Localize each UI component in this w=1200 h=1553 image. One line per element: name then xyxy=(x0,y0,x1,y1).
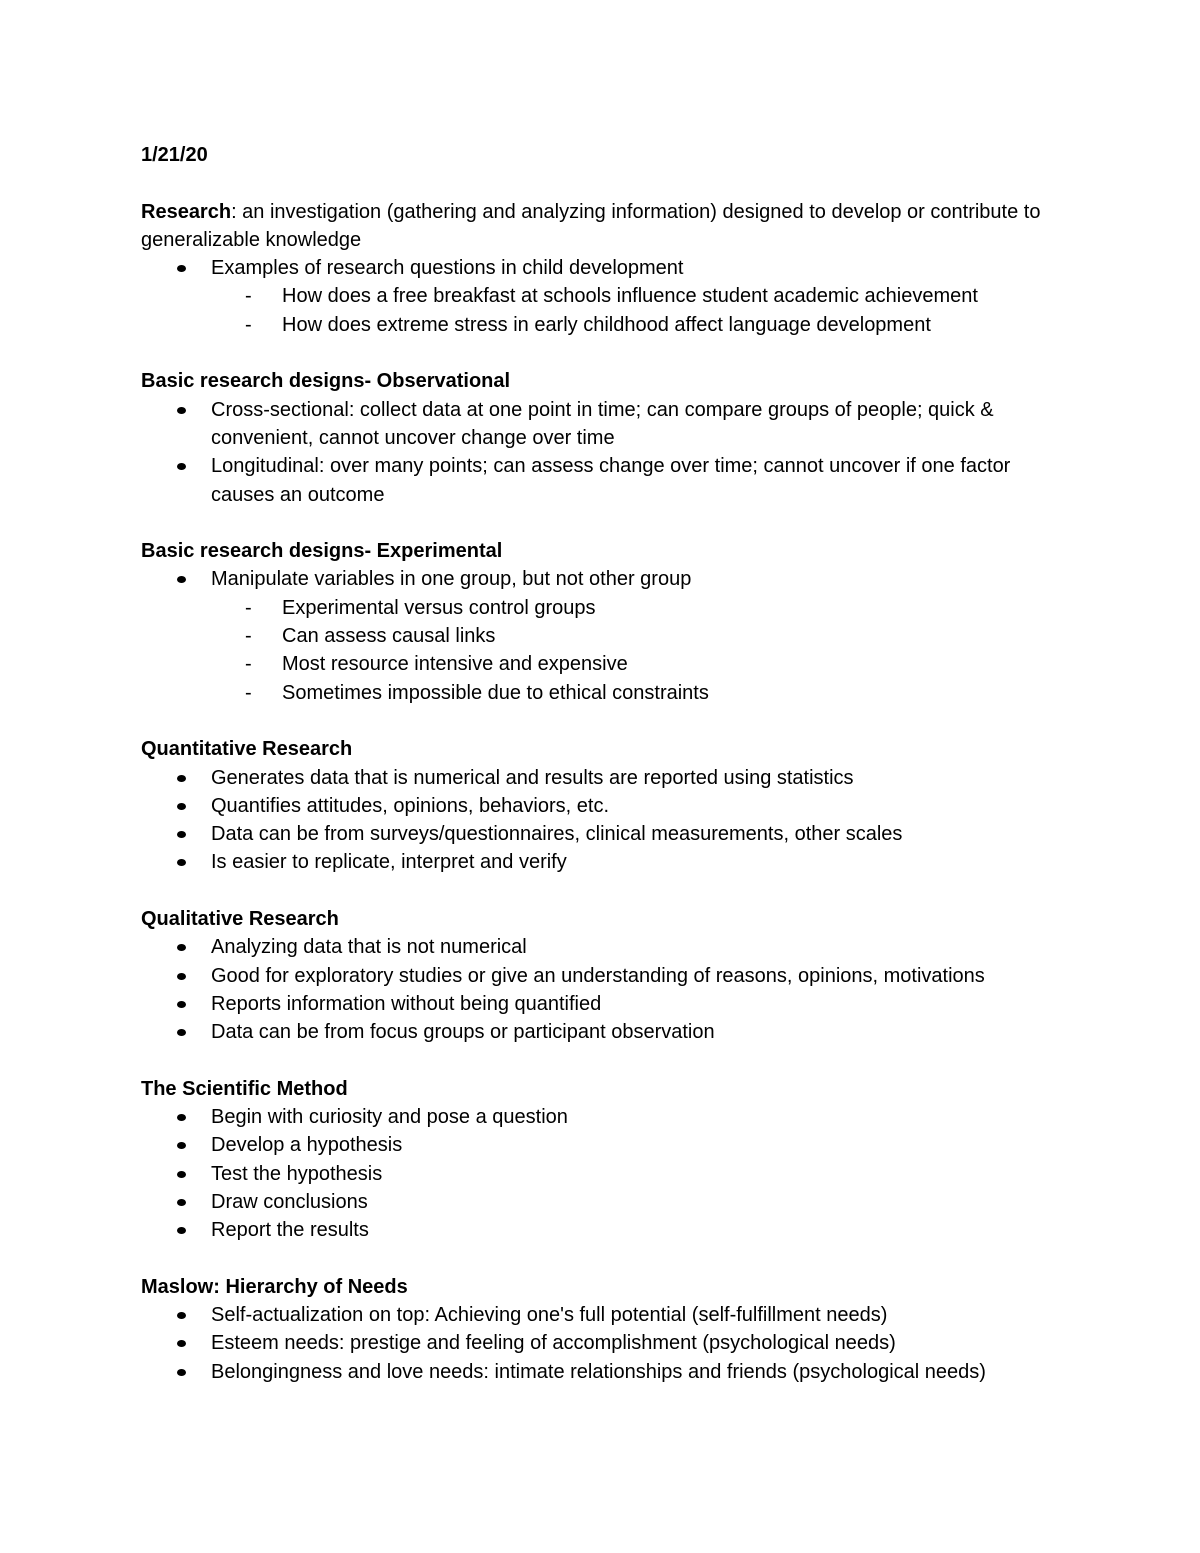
bullet-icon xyxy=(177,1171,186,1178)
bullet-icon xyxy=(177,1199,186,1206)
sub-list-item xyxy=(211,311,1071,339)
bullet-icon xyxy=(177,1001,186,1008)
section-heading-observational: Basic research designs- Observational xyxy=(141,370,511,393)
bullet-icon xyxy=(177,1312,186,1319)
bullet-icon xyxy=(177,407,186,414)
bullet-icon xyxy=(177,1369,186,1376)
bullet-icon xyxy=(177,775,186,782)
list-item-text: Test the hypothesis xyxy=(211,1162,383,1185)
list-item xyxy=(141,396,1071,453)
research-definition xyxy=(141,198,1071,255)
dash-icon: - xyxy=(245,625,252,648)
list-item-text: Generates data that is numerical and results are reported using statistics xyxy=(211,766,854,789)
sub-list-item xyxy=(211,679,1071,707)
list-item-text: Quantifies attitudes, opinions, behaviors, etc. xyxy=(211,794,610,817)
bullet-icon xyxy=(177,831,186,838)
document-body xyxy=(141,141,1071,1386)
list-item xyxy=(141,1358,1071,1386)
list-item-text: Self-actualization on top: Achieving one's full potential (self-fulfillment needs) xyxy=(211,1304,888,1327)
bullet-icon xyxy=(177,803,186,810)
quantitative-list xyxy=(141,764,1071,877)
dash-icon: - xyxy=(245,681,252,704)
spacer xyxy=(141,1245,1071,1273)
spacer xyxy=(141,877,1071,905)
bullet-icon xyxy=(177,1340,186,1347)
spacer xyxy=(141,339,1071,367)
list-item-text: Report the results xyxy=(211,1219,369,1242)
list-item-text: Longitudinal: over many points; can assess change over time; cannot uncover if one factor causes an outcome xyxy=(211,455,1011,506)
list-item xyxy=(141,933,1071,961)
list-item-text: Develop a hypothesis xyxy=(211,1134,403,1157)
sub-list-item-text: How does extreme stress in early childhood affect language development xyxy=(282,313,931,336)
spacer xyxy=(141,1047,1071,1075)
list-item-text: Data can be from focus groups or participant observation xyxy=(211,1021,715,1044)
list-item xyxy=(141,1160,1071,1188)
sub-list-item xyxy=(211,282,1071,310)
dash-icon: - xyxy=(245,596,252,619)
list-item xyxy=(141,962,1071,990)
list-item xyxy=(141,1329,1071,1357)
list-item xyxy=(141,1103,1071,1131)
list-item xyxy=(141,848,1071,876)
list-item xyxy=(141,820,1071,848)
spacer xyxy=(141,707,1071,735)
bullet-icon xyxy=(177,576,186,583)
list-item-text: Draw conclusions xyxy=(211,1190,368,1213)
sub-list-item-text: Sometimes impossible due to ethical constraints xyxy=(282,681,709,704)
research-bullet-list xyxy=(141,254,1071,339)
list-item-text: Good for exploratory studies or give an understanding of reasons, opinions, motivations xyxy=(211,964,985,987)
list-item-text: Data can be from surveys/questionnaires, clinical measurements, other scales xyxy=(211,823,903,846)
note-date: 1/21/20 xyxy=(141,144,208,166)
spacer xyxy=(141,509,1071,537)
sub-list-item-text: Can assess causal links xyxy=(282,625,496,648)
list-item-text: Cross-sectional: collect data at one point in time; can compare groups of people; quick & convenient, cannot uncover change over time xyxy=(211,398,994,449)
list-item-text: Esteem needs: prestige and feeling of accomplishment (psychological needs) xyxy=(211,1332,896,1355)
bullet-icon xyxy=(177,1142,186,1149)
list-item-text: Analyzing data that is not numerical xyxy=(211,936,527,959)
list-item xyxy=(141,565,1071,706)
sub-list-item xyxy=(211,650,1071,678)
experimental-sub-list xyxy=(211,594,1071,707)
list-item xyxy=(141,1131,1071,1159)
bullet-icon xyxy=(177,1114,186,1121)
research-definition-text: : an investigation (gathering and analyzing information) designed to develop or contribute to generalizable knowledge xyxy=(141,200,1041,251)
list-item-text: Reports information without being quantified xyxy=(211,992,602,1015)
list-item xyxy=(141,792,1071,820)
bullet-icon xyxy=(177,1029,186,1036)
section-heading-maslow: Maslow: Hierarchy of Needs xyxy=(141,1275,408,1298)
experimental-list xyxy=(141,565,1071,706)
list-item-text: Belongingness and love needs: intimate relationships and friends (psychological needs) xyxy=(211,1360,986,1383)
list-item xyxy=(141,1301,1071,1329)
sub-list-item xyxy=(211,622,1071,650)
section-heading-experimental: Basic research designs- Experimental xyxy=(141,540,503,563)
list-item xyxy=(141,1216,1071,1244)
dash-icon: - xyxy=(245,285,252,308)
list-item xyxy=(141,1018,1071,1046)
sub-list-item-text: Most resource intensive and expensive xyxy=(282,653,628,676)
list-item xyxy=(141,764,1071,792)
section-heading-qualitative: Qualitative Research xyxy=(141,908,339,931)
section-heading-quantitative: Quantitative Research xyxy=(141,738,353,761)
bullet-icon xyxy=(177,265,186,272)
bullet-icon xyxy=(177,859,186,866)
bullet-icon xyxy=(177,463,186,470)
list-item xyxy=(141,1188,1071,1216)
sub-list-item xyxy=(211,594,1071,622)
list-item-text: Begin with curiosity and pose a question xyxy=(211,1106,568,1129)
sub-list-item-text: Experimental versus control groups xyxy=(282,596,596,619)
spacer xyxy=(141,169,1071,197)
scientific-method-list xyxy=(141,1103,1071,1244)
dash-icon: - xyxy=(245,653,252,676)
observational-list xyxy=(141,396,1071,509)
research-sub-list xyxy=(211,282,1071,339)
sub-list-item-text: How does a free breakfast at schools influence student academic achievement xyxy=(282,285,978,308)
bullet-icon xyxy=(177,973,186,980)
research-term: Research xyxy=(141,200,232,223)
list-item-text: Is easier to replicate, interpret and verify xyxy=(211,851,567,874)
section-heading-scientific-method: The Scientific Method xyxy=(141,1077,348,1100)
list-item-text: Manipulate variables in one group, but not other group xyxy=(211,568,692,591)
bullet-icon xyxy=(177,1227,186,1234)
list-item xyxy=(141,990,1071,1018)
list-item xyxy=(141,452,1071,509)
list-item-text: Examples of research questions in child development xyxy=(211,257,684,280)
qualitative-list xyxy=(141,933,1071,1046)
bullet-icon xyxy=(177,944,186,951)
dash-icon: - xyxy=(245,313,252,336)
list-item xyxy=(141,254,1071,339)
maslow-list xyxy=(141,1301,1071,1386)
